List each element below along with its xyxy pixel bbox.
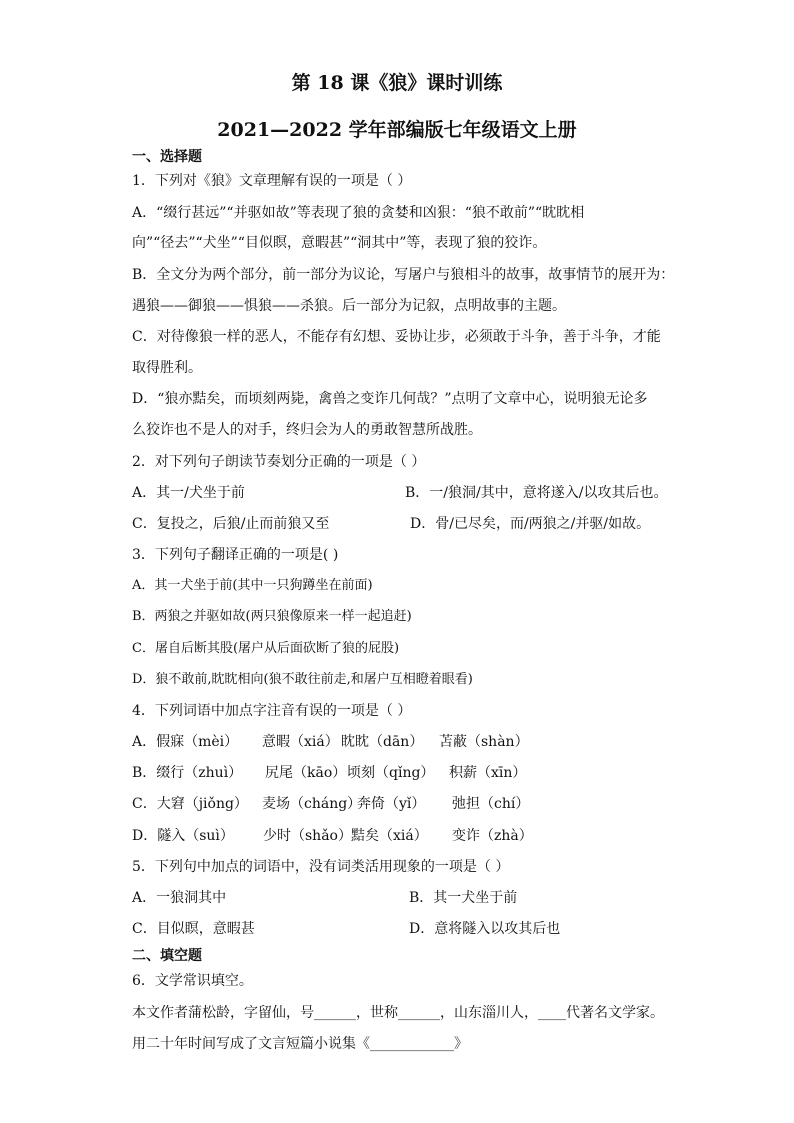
section-heading-fill: 二、填空题 xyxy=(132,948,202,964)
q4-option-a-item4: 苫蔽（shàn） xyxy=(439,734,529,750)
q4-option-c-item1: C．大窘（jiǒng） xyxy=(132,796,248,812)
q4-option-b-item3: 顷刻（qǐng） xyxy=(347,765,435,781)
q2-stem: 2．对下列句子朗读节奏划分正确的一项是（ ） xyxy=(132,454,426,470)
document-title: 第 18 课《狼》课时训练 xyxy=(291,72,503,94)
q4-option-b-item4: 积薪（xīn） xyxy=(449,765,527,781)
q4-option-a-item1: A．假寐（mèi） xyxy=(132,734,239,750)
q6-stem: 6．文学常识填空。 xyxy=(132,973,253,989)
q1-option-a-line1: A．“缀行甚远”“并驱如故”等表现了狼的贪婪和凶狠：“狼不敢前”“眈眈相 xyxy=(132,205,585,221)
q4-option-b-item1: B．缀行（zhuì） xyxy=(132,765,243,781)
q4-option-b-item2: 尻尾（kāo） xyxy=(265,765,347,781)
q4-option-d-item4: 变诈（zhà） xyxy=(452,828,533,844)
q1-option-d-line1: D．“狼亦黠矣，而顷刻两毙，禽兽之变诈几何哉？”点明了文章中心，说明狼无论多 xyxy=(132,391,648,407)
q1-stem: 1．下列对《狼》文章理解有误的一项是（ ） xyxy=(132,173,412,189)
q4-option-d-item1: D．隧入（suì） xyxy=(132,828,234,844)
q2-option-d: D．骨/已尽矣，而/两狼之/并驱/如故。 xyxy=(410,516,651,532)
q4-option-d-item2: 少时（shǎo） xyxy=(263,828,352,844)
q5-option-b: B．其一犬坐于前 xyxy=(409,890,518,906)
q4-stem: 4．下列词语中加点字注音有误的一项是（ ） xyxy=(132,703,412,719)
q1-option-b-line1: B．全文分为两个部分，前一部分为议论，写屠户与狼相斗的故事，故事情节的展开为： xyxy=(132,267,675,283)
q3-stem: 3．下列句子翻译正确的一项是( ) xyxy=(132,547,339,563)
q1-option-a-line2: 向”“径去”“犬坐”“目似瞑，意暇甚”“洞其中”等，表现了狼的狡诈。 xyxy=(132,235,547,251)
q2-option-a: A．其一/犬坐于前 xyxy=(132,485,245,501)
q6-line1: 本文作者蒲松龄，字留仙，号______，世称______，山东淄川人，____代著名文学家。 xyxy=(132,1005,664,1021)
q2-option-b: B．一/狼洞/其中，意将遂入/以攻其后也。 xyxy=(405,485,668,501)
q4-option-c-item2: 麦场（cháng） xyxy=(262,796,362,812)
q4-option-a-item3: 眈眈（dān） xyxy=(341,734,424,750)
q5-option-a: A．一狼洞其中 xyxy=(132,890,227,906)
q3-option-a: A．其一犬坐于前(其中一只狗蹲坐在前面) xyxy=(132,578,373,593)
q2-option-c: C．复投之，后狼/止而前狼又至 xyxy=(132,516,330,532)
q5-option-d: D．意将隧入以攻其后也 xyxy=(409,921,561,937)
q1-option-c-line1: C．对待像狼一样的恶人，不能存有幻想、妥协让步，必须敢于斗争，善于斗争，才能 xyxy=(132,329,661,345)
document-subtitle: 2021—2022 学年部编版七年级语文上册 xyxy=(217,119,577,141)
q4-option-c-item3: 奔倚（yǐ） xyxy=(357,796,426,812)
q4-option-a-item2: 意暇（xiá） xyxy=(262,734,339,750)
section-heading-choice: 一、选择题 xyxy=(132,149,202,165)
q1-option-d-line2: 么狡诈也不是人的对手，终归会为人的勇敢智慧所战胜。 xyxy=(132,422,482,438)
q5-stem: 5．下列句中加点的词语中，没有词类活用现象的一项是（ ） xyxy=(132,859,510,875)
q4-option-d-item3: 黠矣（xiá） xyxy=(351,828,428,844)
q5-option-c: C．目似瞑，意暇甚 xyxy=(132,921,255,937)
q4-option-c-item4: 弛担（chí） xyxy=(452,796,530,812)
q3-option-c: C．屠自后断其股(屠户从后面砍断了狼的屁股) xyxy=(132,641,400,656)
q1-option-c-line2: 取得胜利。 xyxy=(132,360,202,376)
q3-option-d: D．狼不敢前,眈眈相向(狼不敢往前走,和屠户互相瞪着眼看) xyxy=(132,672,473,687)
q6-line2: 用二十年时间写成了文言短篇小说集《____________》 xyxy=(132,1036,468,1052)
q3-option-b: B．两狼之并驱如故(两只狼像原来一样一起追赶) xyxy=(132,609,412,624)
q1-option-b-line2: 遇狼——御狼——惧狼——杀狼。后一部分为记叙，点明故事的主题。 xyxy=(132,298,566,314)
